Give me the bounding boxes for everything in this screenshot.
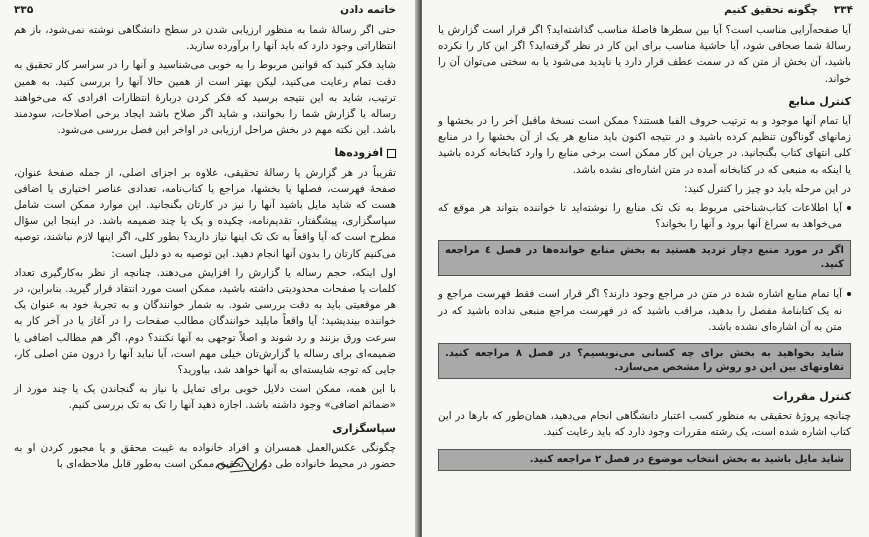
section-heading-acknowledgements [14, 421, 396, 437]
left-running-title: خاتمه دادن [340, 4, 396, 16]
right-paragraph-1: آیا صفحه‌آرایی مناسب است؟ آیا بین سطرها فاصلهٔ مناسب گذاشته‌اید؟ اگر قرار است گزارش یا رسالهٔ شما صحافی شود، آیا حاشیهٔ مناسب برای این کار در نظر گرفته‌اید؟ اگر این کار را نکرده باشید، آن بخش از متن که در سمت عطف قرار دارد یا ناپدید می‌شود یا به سختی می‌توان آن را خواند. [438, 24, 851, 85]
bullet-dot-icon [847, 206, 851, 210]
heading-acknowledgements-text: سپاسگزاری [332, 421, 396, 435]
left-paragraph-2: شاید فکر کنید که قوانین مربوط را به خوبی می‌شناسید و آنها را در سراسر کار تحقیق به دقت تمام رعایت می‌کنید، لیکن بهتر است از همین حالا آنها را بررسی کنید. به همین ترتیب، شاید به این نتیجه برسید که فکر کردن دربارهٔ انتظارات افرادی که می‌خواهند رساله یا گزارش شما را بخوانند، و شاید اگر صلاح باشد ایجاد برخی اصلاحات، سودمند باشد. این نکته مهم در بخش مراحل ارزیابی در اواخر این فصل بررسی می‌شود. [14, 59, 396, 137]
right-paragraph-3: در این مرحله باید دو چیز را کنترل کنید: [684, 182, 851, 195]
left-page-body [14, 22, 396, 475]
callout-box-2: شاید بخواهید به بخش برای چه کسانی می‌نویسیم؟ در فصل ٨ مراجعه کنید. تفاوتهای بین این دو روش را مشخص می‌سازد. [438, 343, 851, 379]
right-page-number: ۳۳۴ [833, 4, 853, 16]
right-paragraph-4: چنانچه پروژهٔ تحقیقی به منظور کسب اعتبار دانشگاهی انجام می‌دهید، همان‌طور که بارها در این کتاب اشاره شده است، یک رشته مقررات وجود دارد که باید رعایت کنید. [438, 410, 851, 439]
left-page [0, 0, 418, 537]
square-bullet-icon [387, 149, 396, 158]
bullet-item-1 [438, 200, 851, 232]
section-heading-additions [14, 145, 396, 161]
left-paragraph-3: تقریباً در هر گزارش یا رسالهٔ تحقیقی، علاوه بر اجزای اصلی، از جمله صفحهٔ عنوان، صفحهٔ فهرست، فصلها یا بخشها، مراجع یا کتاب‌نامه، تعدادی عناصر اختیاری یا اضافی هست که شاید مایل باشید آنها را نیز در کارتان بگنجانید. این موارد ممکن است شامل سپاسگزاری، پیشگفتار، تقدیم‌نامه، چکیده و یک یا چند ضمیمه باشد. در اینجا این سؤال مطرح است که آیا واقعاً به تک تک اینها نیاز دارید؟ بطور کلی، اگر اینها لازم نباشند، توصیه می‌کنیم کارتان را بدون آنها انجام دهید. این توصیه به دو دلیل است: [14, 166, 396, 260]
left-page-number: ۳۳۵ [14, 4, 34, 16]
heading-regulations-text: کنترل مقررات [772, 390, 851, 404]
bullet-item-2 [438, 286, 851, 335]
section-heading-regulations [438, 389, 851, 405]
right-paragraph-2: آیا تمام آنها موجود و به ترتیب حروف الفبا هستند؟ ممکن است نسخهٔ ماقبل آخر را در بخشها و زمانهای گوناگون تنظیم کرده باشید و در نتیجه اکنون باید منابع هر یک از آن بخشها را در منابع کلی انتهای کتاب بگنجانید. در جریان این کار ممکن است برخی منابع را وارد کتابخانه کرده باشید یا اینکه به منبعی که در کتابخانه آمده در متن اشاره‌ای نشده باشد. [438, 115, 851, 176]
right-running-title: چگونه تحقیق کنیم [724, 4, 818, 16]
bullet-dot-icon [847, 292, 851, 296]
left-running-head [14, 4, 396, 16]
right-page-body [438, 22, 851, 481]
section-heading-sources [438, 94, 851, 110]
bullet-item-1-text: آیا اطلاعات کتاب‌شناختی مربوط به تک تک منابع را نوشته‌اید تا خواننده بتواند هر موقع که می‌خواهد به سراغ آنها برود و آنها را بخواند؟ [438, 202, 842, 231]
callout-box-3: شاید مایل باشید به بخش انتخاب موضوع در فصل ۲ مراجعه کنید. [438, 449, 851, 471]
heading-additions-text: افزوده‌ها [334, 146, 383, 160]
left-paragraph-4: اول اینکه، حجم رساله یا گزارش را افزایش می‌دهند. چنانچه از نظر به‌کارگیری تعداد کلمات یا صفحات محدودیتی داشته باشید، ممکن است مورد انتقاد قرار گیرید. بنابراین، در هر موقعیتی باید به دقت بررسی شود. به شمار خوانندگان و به تجربهٔ خود به عنوان یک خواننده بیندیشید: آیا واقعاً مایلید خوانندگان مطالب صفحات را در آغاز یا در آخر کار به سرعت ورق بزنند و رد شوند و اصلاً توجهی به آنها نکنند؟ دوم، اگر هم مطالب اضافی یا ضمیمه‌ای برای رساله یا گزارش‌تان خیلی مهم است، آیا نباید آنها را درون متن اصلی کار، جایی که توجه شایسته‌ای به آنها خواهد شد، بیاورید؟ [14, 266, 396, 377]
handwritten-signature-mark [212, 452, 272, 478]
left-paragraph-5: با این همه، ممکن است دلایل خوبی برای تمایل یا نیاز به گنجاندن یک یا چند مورد از «ضمائم اضافی» وجود داشته باشد. اجازه دهید آنها را تک به تک بررسی کنیم. [14, 383, 396, 412]
left-paragraph-6: چگونگی عکس‌العمل همسران و افراد خانواده به غیبت محقق و یا مجبور کردن او به حضور در محیط خانواده طی دوران تحقیق ممکن است به‌طور قابل ملاحظه‌ای با [14, 441, 396, 471]
left-paragraph-1: حتی اگر رسالهٔ شما به منظور ارزیابی شدن در سطح دانشگاهی نوشته نمی‌شود، باز هم انتظاراتی وجود دارد که باید آنها را برآورده سازید. [14, 24, 396, 53]
callout-box-1: اگر در مورد منبع دچار تردید هستید به بخش منابع خوانده‌ها در فصل ٤ مراجعه کنید. [438, 240, 851, 276]
right-running-head [438, 4, 853, 16]
heading-sources-text: کنترل منابع [788, 94, 851, 108]
right-page [422, 0, 869, 537]
bullet-item-2-text: آیا تمام منابع اشاره شده در متن در مراجع وجود دارند؟ اگر قرار است فقط فهرست مراجع و نه یک کتابنامهٔ مفصل را بدهید، مراقب باشید که در فهرست مراجع منبعی نداده باشید که در متن به آن اشاره‌ای نشده باشد. [438, 288, 842, 333]
